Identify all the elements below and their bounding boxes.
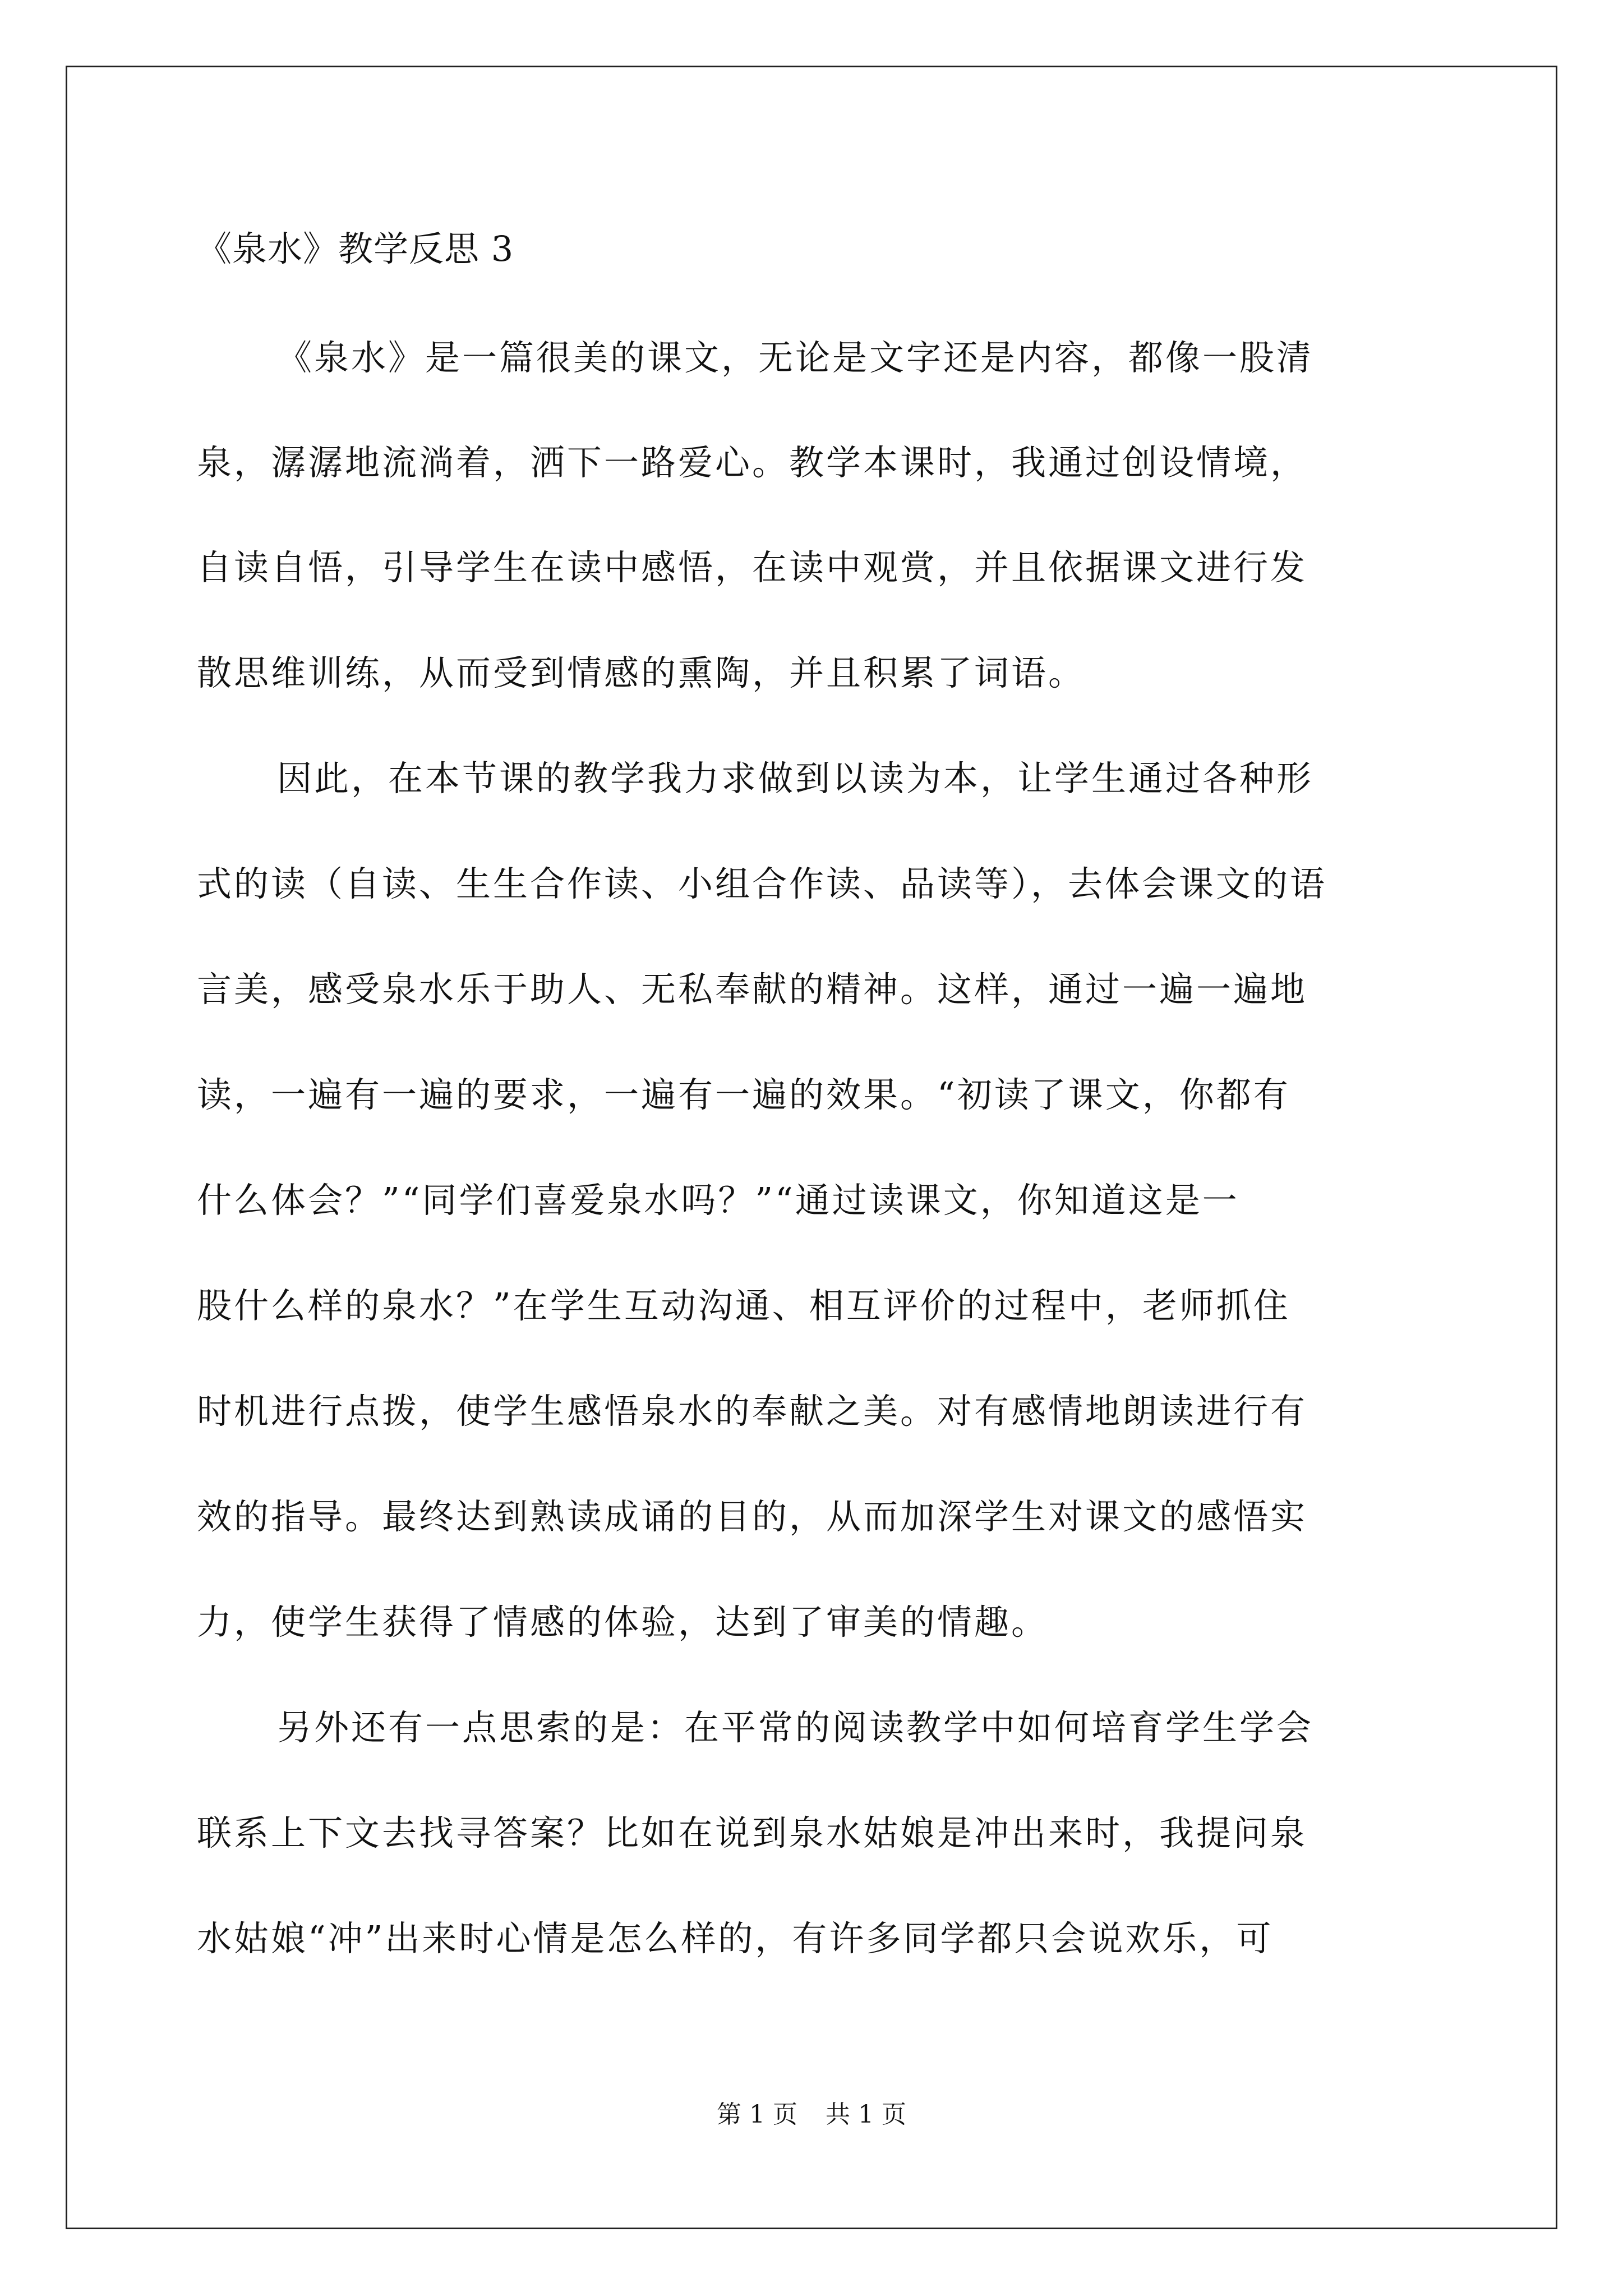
paragraph-3-line-3: 水姑娘“冲”出来时心情是怎么样的，有许多同学都只会说欢乐，可 bbox=[197, 1918, 1274, 1959]
paragraph-2-line-2: 式的读（自读、生生合作读、小组合作读、品读等），去体会课文的语 bbox=[197, 863, 1327, 904]
paragraph-2-line-1: 因此，在本节课的教学我力求做到以读为本，让学生通过各种形 bbox=[277, 758, 1314, 799]
paragraph-2-line-4: 读，一遍有一遍的要求，一遍有一遍的效果。“初读了课文，你都有 bbox=[197, 1074, 1290, 1115]
paragraph-1-line-1: 《泉水》是一篇很美的课文，无论是文字还是内容，都像一股清 bbox=[277, 337, 1314, 378]
paragraph-2-line-5: 什么体会？”“同学们喜爱泉水吗？”“通过读课文，你知道这是一 bbox=[197, 1180, 1239, 1221]
paragraph-2-line-6: 股什么样的泉水？”在学生互动沟通、相互评价的过程中，老师抓住 bbox=[197, 1285, 1290, 1326]
page-number-total: 共 1 页 bbox=[826, 2100, 906, 2129]
page-number-current: 第 1 页 bbox=[717, 2100, 797, 2129]
paragraph-3-line-2: 联系上下文去找寻答案？比如在说到泉水姑娘是冲出来时，我提问泉 bbox=[197, 1812, 1308, 1853]
paragraph-1-line-4: 散思维训练，从而受到情感的熏陶，并且积累了词语。 bbox=[197, 652, 1086, 693]
paragraph-3-line-1: 另外还有一点思索的是：在平常的阅读教学中如何培育学生学会 bbox=[277, 1707, 1314, 1748]
paragraph-1-line-2: 泉，潺潺地流淌着，洒下一路爱心。教学本课时，我通过创设情境， bbox=[197, 442, 1308, 483]
page-footer bbox=[0, 2098, 1623, 2132]
paragraph-2-line-7: 时机进行点拨，使学生感悟泉水的奉献之美。对有感情地朗读进行有 bbox=[197, 1391, 1308, 1432]
paragraph-2-line-9: 力，使学生获得了情感的体验，达到了审美的情趣。 bbox=[197, 1602, 1049, 1642]
paragraph-2-line-8: 效的指导。最终达到熟读成诵的目的，从而加深学生对课文的感悟实 bbox=[197, 1496, 1308, 1537]
paragraph-1-line-3: 自读自悟，引导学生在读中感悟，在读中观赏，并且依据课文进行发 bbox=[197, 547, 1308, 588]
document-title: 《泉水》教学反思 3 bbox=[197, 228, 514, 269]
paragraph-2-line-3: 言美，感受泉水乐于助人、无私奉献的精神。这样，通过一遍一遍地 bbox=[197, 969, 1308, 1010]
page-border bbox=[66, 66, 1557, 2229]
